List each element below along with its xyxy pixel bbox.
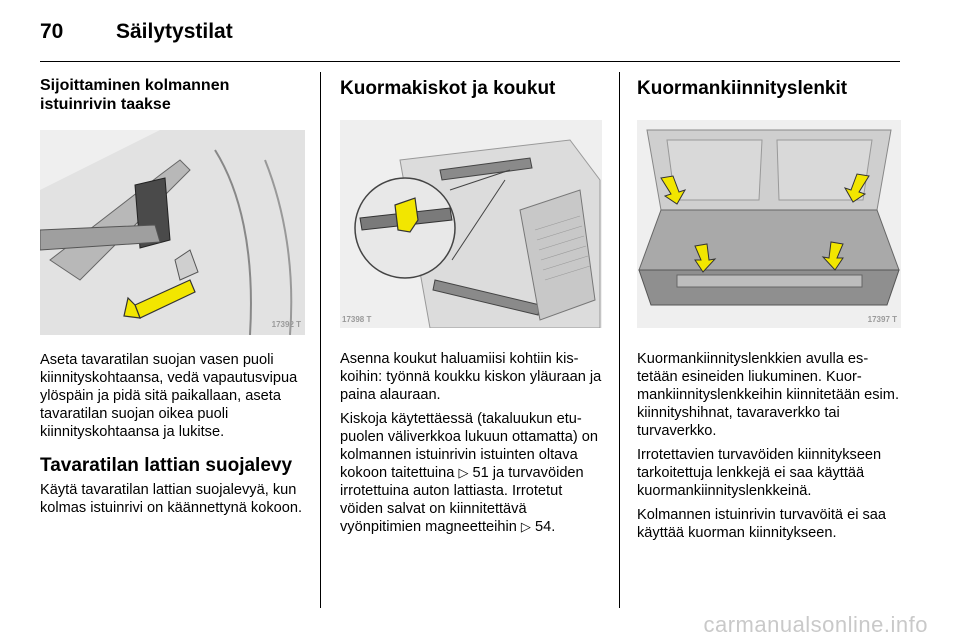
figure-cargo-cover: [40, 130, 305, 335]
section-heading-rails: Kuormakiskot ja koukut: [340, 78, 556, 99]
column-3: [637, 72, 902, 546]
figure-tie-down-loops: [637, 120, 901, 328]
section-heading-placement: Sijoittaminen kolmannen istuinrivin taakse: [40, 77, 230, 113]
paragraph-hooks: Asenna koukut haluamiisi kohtiin kiskoihin: työnnä koukku kiskon yläuraan ja paina alauraan.: [340, 351, 602, 403]
page-ref-arrow-icon: ▷: [520, 519, 531, 534]
paragraph-floor-cover: Käytä tavaratilan lattian suojalevyä, kun kolmas istuinrivi on käännettynä kokoon.: [40, 482, 303, 516]
page-ref-arrow-icon: ▷: [458, 465, 469, 480]
page-header: [40, 20, 233, 48]
cargo-cover-illustration: [40, 130, 305, 335]
paragraph-cargo-cover: Aseta tavaratilan suojan vasen puoli kiinnityskohtaansa, vedä vapautusvipua ylöspäin ja pidä sitä paikallaan, aseta tavaratilan suojan oikea puoli kiinnityskohtaansa ja lukitse.: [40, 352, 298, 440]
page-title: Säilytystilat: [116, 20, 233, 43]
column-1: [40, 72, 308, 521]
paragraph-rails-text-end: .: [551, 519, 556, 535]
paragraph-tie-downs-purpose: Kuormankiinnityslenkkien avulla estetään esineiden liukuminen. Kuormankiinnityslenkkeihin kiinnitetään esim. kiinnityshihnat, tavaraverkko tai turvaverkko.: [637, 351, 900, 439]
figure-id: 17398 T: [342, 315, 372, 324]
paragraph-rails-text-a: Kiskoja käytettäessä (takaluukun etupuolen väliverkkoa lukuun ottamatta) on kolmannen istuinrivin istuinten oltava kokoon taitettuina: [340, 411, 598, 481]
header-rule: [40, 61, 900, 62]
paragraph-rails-text-b: ja turvavöiden irrotettuina auton lattiasta. Irrotetut vöiden salvat on kiinnitettävä vyönpitimien magneetteihin: [340, 465, 584, 535]
paragraph-removable-belts: Irrotettavien turvavöiden kiinnitykseen tarkoitettuja lenkkejä ei saa käyttää kuormankiinnityslenkkeinä.: [637, 447, 882, 499]
page-number: 70: [40, 20, 64, 43]
column-2: [340, 72, 605, 540]
column-divider-2: [619, 72, 620, 608]
figure-rails-hooks: [340, 120, 602, 328]
column-divider-1: [320, 72, 321, 608]
tie-down-loops-illustration: [637, 120, 901, 328]
figure-id: 17397 T: [867, 315, 897, 324]
page-ref-54[interactable]: 54: [534, 519, 552, 535]
figure-id: 17392 T: [271, 320, 301, 329]
paragraph-third-row-belts: Kolmannen istuinrivin turvavöitä ei saa käyttää kuorman kiinnitykseen.: [637, 507, 887, 541]
page-ref-51[interactable]: 51: [472, 465, 489, 481]
section-heading-tie-downs: Kuormankiinnityslenkit: [637, 78, 848, 99]
watermark: carmanualsonline.info: [703, 612, 928, 637]
paragraph-rails-usage: [340, 410, 605, 536]
section-heading-floor-cover: Tavaratilan lattian suojalevy: [40, 455, 293, 476]
rails-hooks-illustration: [340, 120, 602, 328]
